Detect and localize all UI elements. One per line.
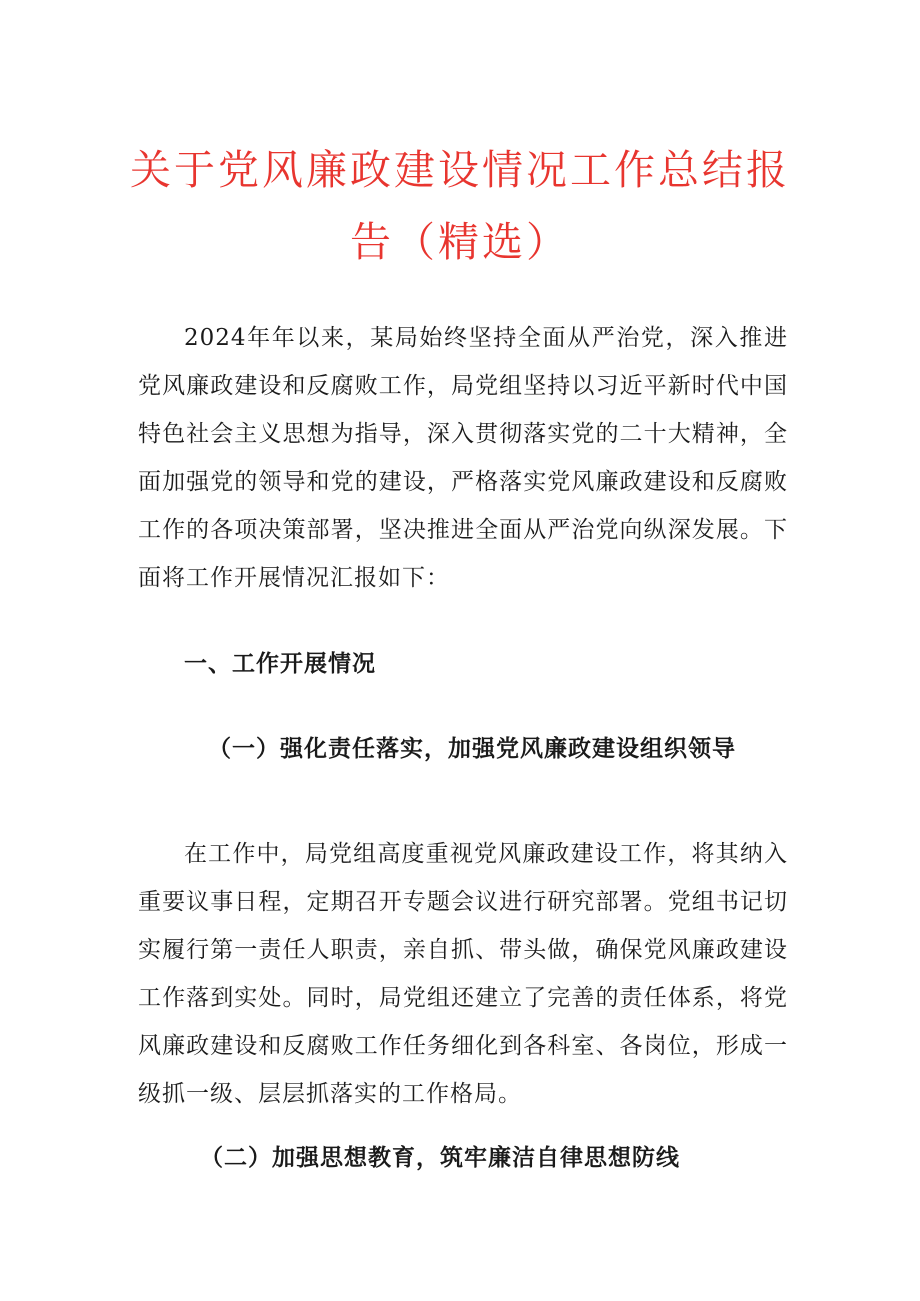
intro-paragraph: 2024年年以来，某局始终坚持全面从严治党，深入推进党风廉政建设和反腐败工作，局党组坚持以习近平新时代中国特色社会主义思想为指导，深入贯彻落实党的二十大精神，全面加强党的领导和党的建设，严格落实党风廉政建设和反腐败工作的各项决策部署，坚决推进全面从严治党向纵深发展。下面将工作开展情况汇报如下： — [138, 325, 788, 591]
document-title-line1: 关于党风廉政建设情况工作总结报 — [130, 146, 790, 194]
subsection2-heading: （二）加强思想教育，筑牢廉洁自律思想防线 — [200, 1144, 680, 1171]
section1-heading: 一、工作开展情况 — [184, 650, 376, 677]
subsection1-paragraph: 在工作中，局党组高度重视党风廉政建设工作，将其纳入重要议事日程，定期召开专题会议进行研究部署。党组书记切实履行第一责任人职责，亲自抓、带头做，确保党风廉政建设工作落到实处。同时，局党组还建立了完善的责任体系，将党风廉政建设和反腐败工作任务细化到各科室、各岗位，形成一级抓一级、层层抓落实的工作格局。 — [138, 841, 788, 1107]
subsection1-heading: （一）强化责任落实，加强党风廉政建设组织领导 — [208, 735, 736, 762]
document-title-line2: 告（精选） — [350, 218, 570, 266]
